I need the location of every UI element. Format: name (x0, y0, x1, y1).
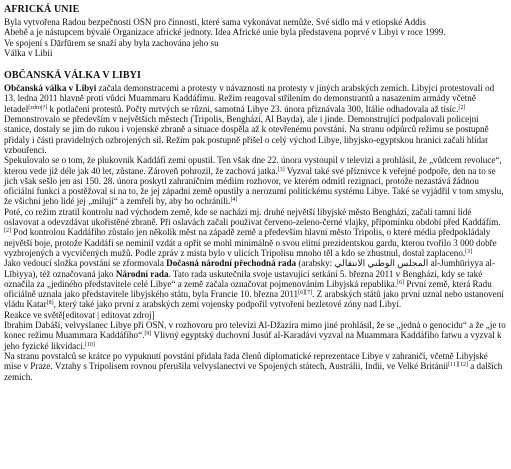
text-run: . Tato rada uskutečnila svoje ustavující setkání 5. března 2011 v Benghází, kdy se také označila za „jediného představitele celé Libye“ a země začala označovat pojmenováním Libyjská republika. (4, 268, 483, 289)
text-run: Ibrahim Dabáší, velvyslanec Libye při OSN, v rozhovoru pro televizi Al-Džazíra mimo jiné prohlásil, že se „jedná o genocidu“ a že „je to konec režimu Muammara Kaddáfího“. (4, 320, 506, 341)
bold-term: Národní rada (115, 268, 169, 279)
paragraph-reactions-heading (4, 310, 507, 320)
text-run: Demonstrovalo se především v největších městech (Tripolis, Benghází, Al Bayda), ale i jinde. Demonstrující podpalovali policejní stanice, dostaly se jim do rukou i vojenské zbraně a situace dospěla až k otevřenému povstání. Na stranu odpůrců režimu se postupně přidaly i části pravidelných ozbrojených sil. Režim pak postupně přišel o celý východ Libye, libyjsko-egyptskou hranici začali hlídat vzbouřenci. (4, 114, 489, 155)
text-line: Ve spojení s Dārfūrem se snaží aby byla zachována jeho su (4, 37, 219, 48)
paragraph-gaddafi-speech (4, 155, 507, 206)
citation-link[interactable]: [6][7] (298, 290, 313, 297)
paragraph-east-control (4, 207, 507, 258)
citation-link[interactable]: [4] (230, 197, 238, 204)
citation-link[interactable]: [8] (46, 300, 54, 307)
text-run: Jako vedoucí složka povstání se zformovala (4, 258, 167, 269)
text-line: Byla vytvořena Radou bezpečnosti OSN pro činnosti, které sama vykonávat nemůže. Své sídlo má v etiopské Addis (4, 17, 426, 27)
text-run: Na stranu povstalců se krátce po vypuknutí povstání přidala řada členů diplomatické reprezentace Libye v zahraničí, včetně Libyjské mise v Praze. Vztahy s Tripolisem rovnou přerušila velvyslanectví ve Spojených státech, Austrálii, Indii, ve Velké Británii (4, 350, 488, 372)
citation-link[interactable]: [3] (277, 166, 285, 173)
text-run: (arabsky: المجلس الوطني الانتقالي al-Jumhūriyya al-Lībiyya), též označovaná jako (4, 258, 495, 279)
text-line: Válka v Libii (4, 47, 53, 58)
text-line: Abebě a je nástupcem bývalé Organizace africké jednoty. Idea Africké unie byla představena poprvé v Libyi v roce 1999. (4, 27, 446, 38)
citation-link[interactable]: [9] (144, 331, 152, 338)
text-run: Reakce ve světě[editovat | editovat zdroj] (4, 309, 155, 320)
text-run: Poté, co režim ztratil kontrolu nad východem země, kde se nachází mj. druhé největší libyjské město Benghází, začali tamní lidé oslavovat a odevzdávat ukořistěné zbraně. Při oslavách začali používat červeno-zeleno-černé vlajky, připomínku období před Kaddáfím. (4, 206, 501, 228)
paragraph-intro (4, 83, 507, 155)
bold-term: Dočasná národní přechodná rada (166, 258, 297, 269)
text-run: Vlivný egyptský duchovní Jusúf al-Karadáví vyzval na Muammara Kaddáfího fatwu a vyzval k jeho fyzické likvidaci. (4, 330, 502, 351)
text-run: Pod kontrolou Kaddáfího zůstalo jen několik měst na západě země a především hlavní město Tripolis, o které média předpokládaly největší boje, protože Kaddáfí se neminil vzdát a opřít se mohl minimálně o svou elitní prezidentskou gardu, kterou tvořilo 3 000 dobře vyzbrojených a vycvičených mužů. Podle zpráv z místa bylo v ulicích Tripolisu mnoho těl a kdo se zhustnul, dostal zaplaceno. (4, 227, 497, 258)
citation-link[interactable]: [11][12] (448, 362, 468, 369)
paragraph-transitional-council (4, 258, 507, 309)
section-title-african-union: AFRICKÁ UNIE (4, 4, 80, 15)
citation-link[interactable]: [10] (85, 341, 96, 348)
section-title-civil-war: OBČANSKÁ VÁLKA V LIBYI (4, 70, 141, 82)
citation-link[interactable]: [zdroj?] (28, 104, 48, 111)
text-run: , který také jako první z arabských zemí vojensky podpořil vytvoření bezletové zóny nad Libyí. (53, 299, 402, 310)
text-run: a dalších zemích. (4, 361, 503, 382)
text-run: Spekulovalo se o tom, že plukovník Kaddáfí zemi opustil. Ten však dne 22. února vystoupil v televizi a prohlásil, že „vůdcem revoluce“, kterou vede již déle jak 40 let, zůstane. Zároveň pohrozil, že zachová jatka. (4, 155, 502, 176)
citation-link[interactable]: [6] (397, 279, 405, 286)
paragraph-un-ambassador (4, 320, 507, 351)
text-run: začala demonstracemi a protesty v návaznosti na protesty v jiných arabských zemích. Libyjci protestovali od 13. ledna 2011 hlavně proti vůdci Muammaru Kaddáfímu. Režim reagoval střílením do demonstrantů a nasazením armády včetně letadel (4, 83, 495, 114)
bold-term: Občanská válka v Libyi (4, 83, 97, 94)
citation-link[interactable]: [2] (4, 228, 11, 235)
citation-link[interactable]: [2] (458, 104, 466, 111)
african-union-text (4, 17, 507, 58)
text-run: . Z arabských států jako první uznal nebo ustanovení vládu Katar (4, 289, 504, 310)
text-run: k potlačení protestů. Počty mrtvých se různí, samotná Libye 23. února přiznávala 300, Itálie odhadovala až tisíc. (47, 103, 459, 114)
text-run: Vyzval také své příznivce k veřejné podpoře, den na to se jich však sešlo jen asi 150. 28. února poskytl zahraničním médiím rozhovor, ve kterém odmítl rezignaci, protože nezastává žádnou oficiální funkci a postěžoval si na to, že jej západní země opustily a nerozumí politickému systému Libye. Také se vyjádřil v tom smyslu, že všichni jeho lidé jej „milují“ a zemřeli by, aby ho ochránili. (4, 165, 504, 207)
citation-link[interactable]: [3] (465, 248, 473, 255)
text-run: První země, která Radu oficiálně uznala jako představitele libyjského státu, byla Francie 10. března 2011 (4, 278, 492, 300)
paragraph-diplomats (4, 351, 507, 382)
